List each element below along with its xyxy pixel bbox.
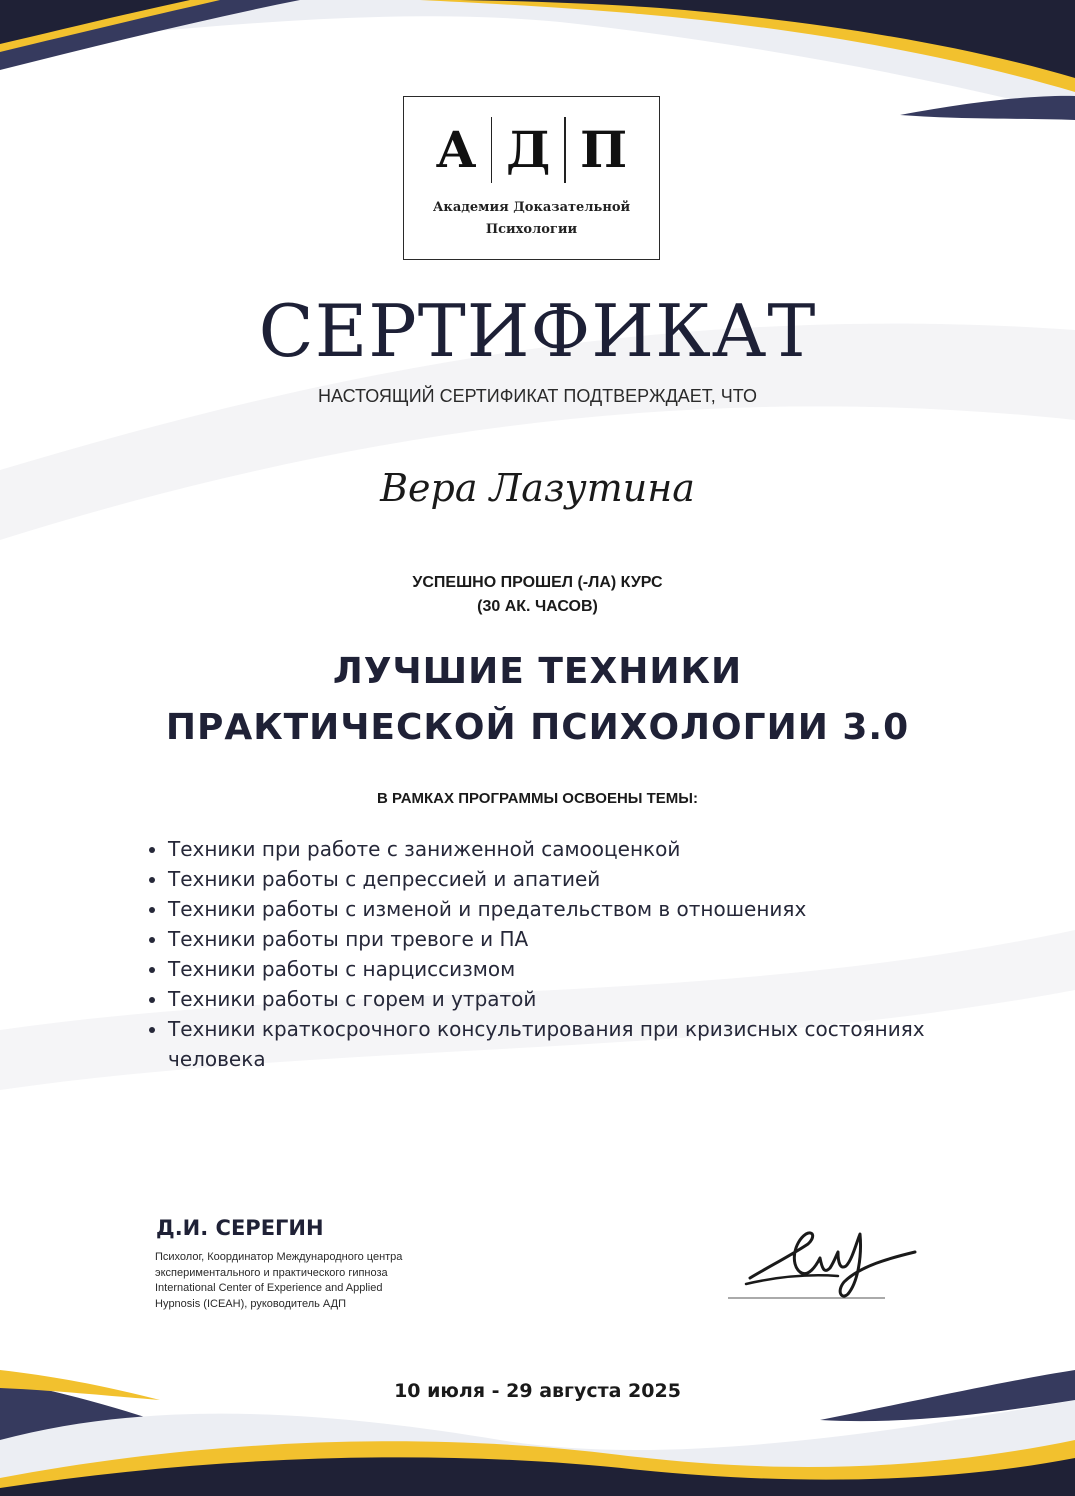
logo-caption-line1: Академия Доказательной [432, 200, 631, 215]
signature-icon [720, 1216, 920, 1306]
completion-line: УСПЕШНО ПРОШЕЛ (-ЛА) КУРС [412, 574, 663, 591]
logo-letter-p: П [579, 120, 628, 179]
course-title-line1: ЛУЧШИЕ ТЕХНИКИ [332, 651, 743, 692]
topics-heading: В РАМКАХ ПРОГРАММЫ ОСВОЕНЫ ТЕМЫ: [377, 790, 698, 807]
certificate-title: СЕРТИФИКАТ [258, 289, 817, 373]
logo-caption-line2: Психологии [485, 222, 578, 237]
academy-logo [403, 96, 660, 260]
logo-caption [404, 197, 659, 241]
signer-role: Психолог, Координатор Международного центра экспериментального и практического гипноза International Center of Experience and Applied Hypnosis (ICEAH), руководитель АДП [155, 1251, 403, 1310]
topic-item: • Техники при работе с заниженной самооценкой [168, 834, 988, 864]
topic-item: • Техники работы с нарциссизмом [168, 954, 988, 984]
topic-item: • Техники работы с изменой и предательством в отношениях [168, 894, 988, 924]
logo-letter-a: А [435, 120, 477, 179]
topic-item: • Техники работы при тревоге и ПА [168, 924, 988, 954]
certificate-subtitle: НАСТОЯЩИЙ СЕРТИФИКАТ ПОДТВЕРЖДАЕТ, ЧТО [318, 386, 757, 406]
logo-divider [564, 117, 566, 183]
course-dates: 10 июля - 29 августа 2025 [394, 1380, 681, 1402]
course-hours: (30 АК. ЧАСОВ) [477, 598, 598, 615]
course-title [0, 644, 1075, 756]
topic-item: • Техники работы с горем и утратой [168, 984, 988, 1014]
topic-item: • Техники краткосрочного консультирования при кризисных состояниях человека [168, 1014, 988, 1074]
signer-name: Д.И. СЕРЕГИН [156, 1216, 324, 1240]
topic-item: • Техники работы с депрессией и апатией [168, 864, 988, 894]
recipient-name: Вера Лазутина [380, 466, 695, 510]
logo-divider [491, 117, 493, 183]
logo-letter-d: Д [506, 120, 551, 179]
completion-note [0, 571, 1075, 619]
topics-list [140, 834, 988, 1074]
course-title-line2: ПРАКТИЧЕСКОЙ ПСИХОЛОГИИ 3.0 [165, 707, 910, 748]
logo-letters [404, 115, 659, 185]
